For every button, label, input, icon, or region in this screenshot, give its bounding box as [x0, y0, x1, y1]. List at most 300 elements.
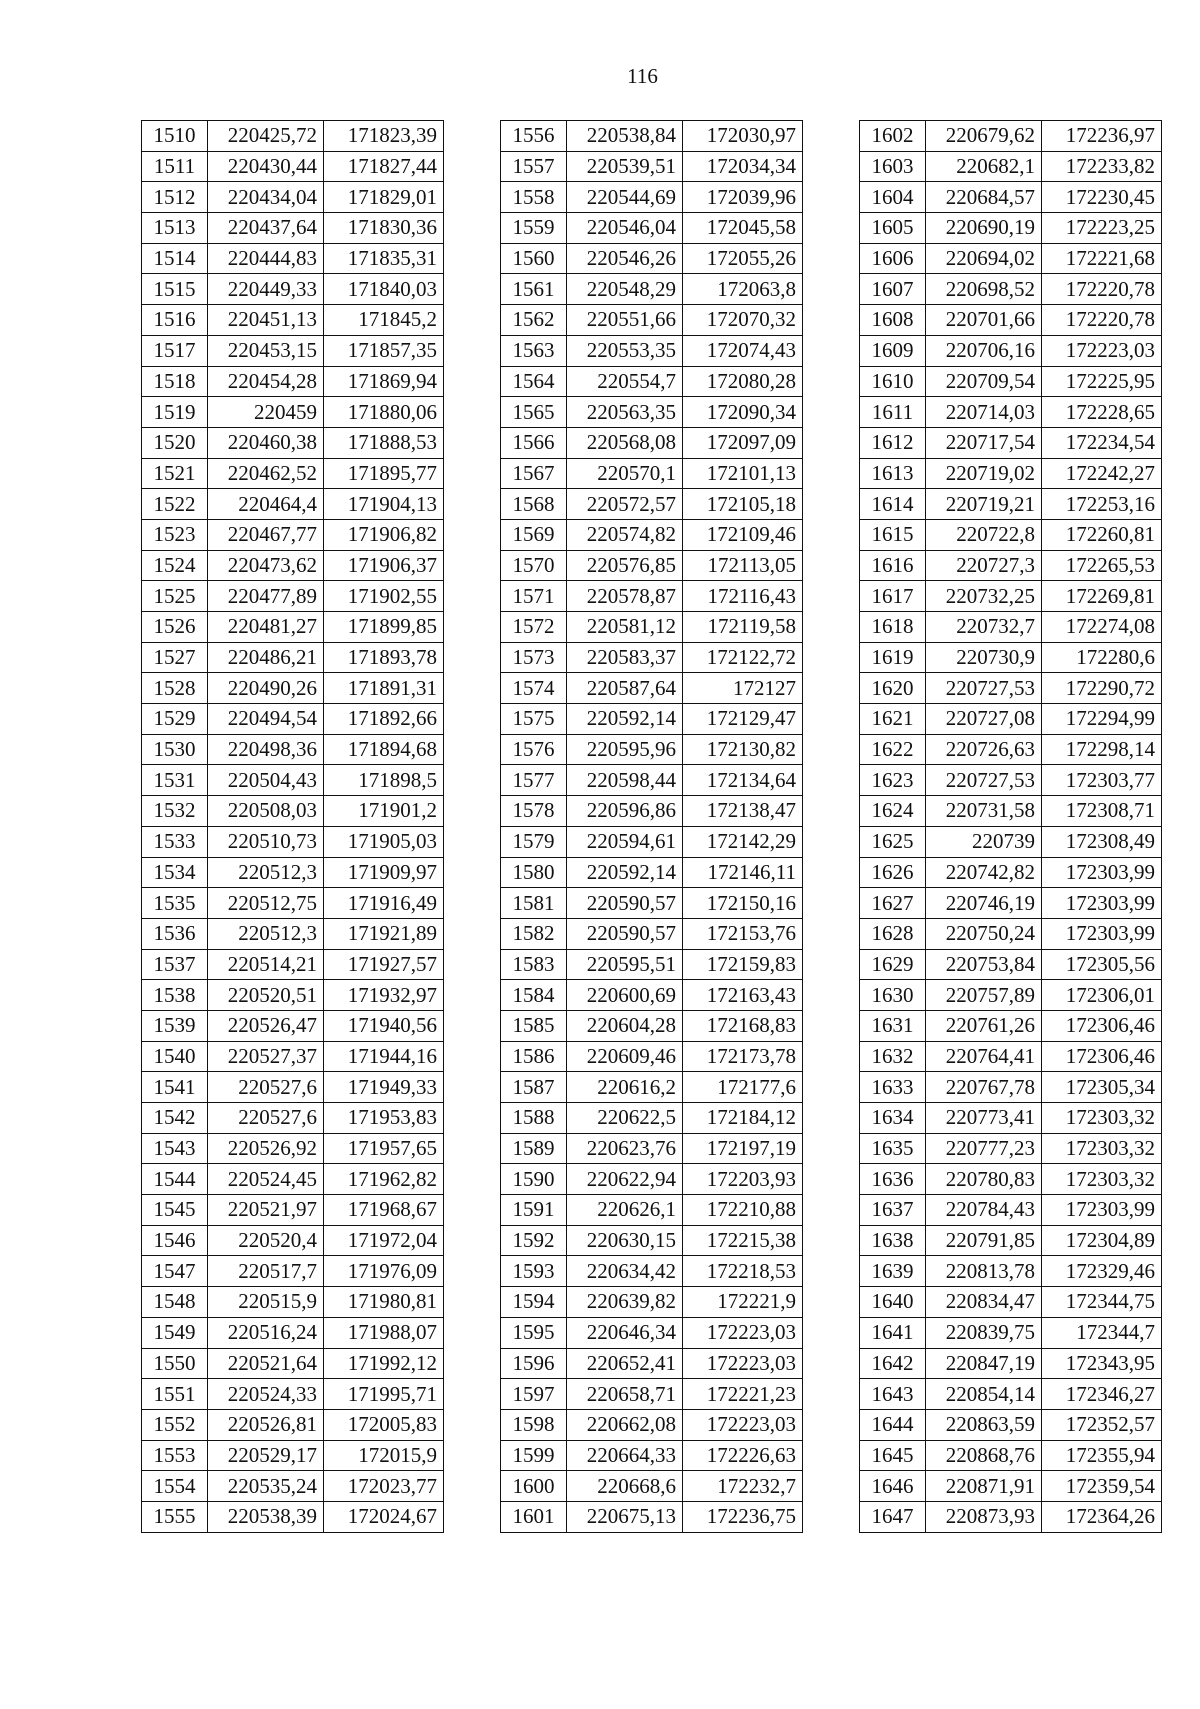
point-number-cell: 1583 [501, 949, 567, 980]
y-coordinate-cell: 171921,89 [324, 918, 444, 949]
point-number-cell: 1532 [142, 796, 208, 827]
y-coordinate-cell: 172306,46 [1042, 1041, 1162, 1072]
table-row [142, 826, 444, 857]
point-number-cell: 1607 [860, 274, 926, 305]
y-coordinate-cell: 171932,97 [324, 980, 444, 1011]
point-number-cell: 1608 [860, 305, 926, 336]
table-row [860, 581, 1162, 612]
y-coordinate-cell: 171980,81 [324, 1287, 444, 1318]
point-number-cell: 1567 [501, 458, 567, 489]
x-coordinate-cell: 220727,53 [926, 765, 1042, 796]
point-number-cell: 1553 [142, 1440, 208, 1471]
y-coordinate-cell: 172223,03 [683, 1409, 803, 1440]
x-coordinate-cell: 220732,25 [926, 581, 1042, 612]
x-coordinate-cell: 220682,1 [926, 151, 1042, 182]
x-coordinate-cell: 220494,54 [208, 704, 324, 735]
x-coordinate-cell: 220521,64 [208, 1348, 324, 1379]
y-coordinate-cell: 172242,27 [1042, 458, 1162, 489]
point-number-cell: 1598 [501, 1409, 567, 1440]
y-coordinate-cell: 171893,78 [324, 642, 444, 673]
point-number-cell: 1576 [501, 734, 567, 765]
point-number-cell: 1636 [860, 1164, 926, 1195]
table-row [501, 1440, 803, 1471]
y-coordinate-cell: 172343,95 [1042, 1348, 1162, 1379]
table-row [142, 1409, 444, 1440]
y-coordinate-cell: 171944,16 [324, 1041, 444, 1072]
y-coordinate-cell: 172005,83 [324, 1409, 444, 1440]
table-row [142, 1317, 444, 1348]
point-number-cell: 1575 [501, 704, 567, 735]
table-row [142, 796, 444, 827]
y-coordinate-cell: 171869,94 [324, 366, 444, 397]
table-row [142, 642, 444, 673]
y-coordinate-cell: 171845,2 [324, 305, 444, 336]
point-number-cell: 1624 [860, 796, 926, 827]
y-coordinate-cell: 171857,35 [324, 335, 444, 366]
y-coordinate-cell: 172074,43 [683, 335, 803, 366]
x-coordinate-cell: 220425,72 [208, 121, 324, 152]
y-coordinate-cell: 172352,57 [1042, 1409, 1162, 1440]
x-coordinate-cell: 220459 [208, 397, 324, 428]
x-coordinate-cell: 220596,86 [567, 796, 683, 827]
x-coordinate-cell: 220574,82 [567, 519, 683, 550]
point-number-cell: 1642 [860, 1348, 926, 1379]
y-coordinate-cell: 172233,82 [1042, 151, 1162, 182]
point-number-cell: 1638 [860, 1225, 926, 1256]
y-coordinate-cell: 172055,26 [683, 243, 803, 274]
table-row [142, 243, 444, 274]
y-coordinate-cell: 171940,56 [324, 1010, 444, 1041]
table-row [860, 1164, 1162, 1195]
x-coordinate-cell: 220434,04 [208, 182, 324, 213]
point-number-cell: 1517 [142, 335, 208, 366]
point-number-cell: 1555 [142, 1501, 208, 1532]
y-coordinate-cell: 172127 [683, 673, 803, 704]
point-number-cell: 1546 [142, 1225, 208, 1256]
table-row [860, 335, 1162, 366]
table-row [142, 918, 444, 949]
table-row [860, 550, 1162, 581]
table-row [860, 1317, 1162, 1348]
y-coordinate-cell: 171894,68 [324, 734, 444, 765]
y-coordinate-cell: 172113,05 [683, 550, 803, 581]
table-row [142, 489, 444, 520]
table-row [501, 274, 803, 305]
y-coordinate-cell: 172308,49 [1042, 826, 1162, 857]
y-coordinate-cell: 172230,45 [1042, 182, 1162, 213]
point-number-cell: 1590 [501, 1164, 567, 1195]
y-coordinate-cell: 172097,09 [683, 427, 803, 458]
point-number-cell: 1518 [142, 366, 208, 397]
point-number-cell: 1571 [501, 581, 567, 612]
point-number-cell: 1537 [142, 949, 208, 980]
table-row [501, 796, 803, 827]
table-row [501, 243, 803, 274]
point-number-cell: 1589 [501, 1133, 567, 1164]
table-row [142, 1164, 444, 1195]
point-number-cell: 1622 [860, 734, 926, 765]
table-row [860, 182, 1162, 213]
table-row [142, 1440, 444, 1471]
x-coordinate-cell: 220508,03 [208, 796, 324, 827]
point-number-cell: 1587 [501, 1072, 567, 1103]
point-number-cell: 1540 [142, 1041, 208, 1072]
x-coordinate-cell: 220622,5 [567, 1103, 683, 1134]
point-number-cell: 1515 [142, 274, 208, 305]
x-coordinate-cell: 220460,38 [208, 427, 324, 458]
table-row [501, 673, 803, 704]
y-coordinate-cell: 172221,9 [683, 1287, 803, 1318]
table-row [501, 734, 803, 765]
point-number-cell: 1556 [501, 121, 567, 152]
x-coordinate-cell: 220662,08 [567, 1409, 683, 1440]
point-number-cell: 1593 [501, 1256, 567, 1287]
x-coordinate-cell: 220504,43 [208, 765, 324, 796]
x-coordinate-cell: 220684,57 [926, 182, 1042, 213]
y-coordinate-cell: 172168,83 [683, 1010, 803, 1041]
y-coordinate-cell: 172253,16 [1042, 489, 1162, 520]
x-coordinate-cell: 220698,52 [926, 274, 1042, 305]
table-row [860, 612, 1162, 643]
table-row [501, 550, 803, 581]
table-row [142, 151, 444, 182]
y-coordinate-cell: 171949,33 [324, 1072, 444, 1103]
y-coordinate-cell: 172024,67 [324, 1501, 444, 1532]
table-row [142, 305, 444, 336]
y-coordinate-cell: 172080,28 [683, 366, 803, 397]
x-coordinate-cell: 220834,47 [926, 1287, 1042, 1318]
table-row [501, 213, 803, 244]
y-coordinate-cell: 172226,63 [683, 1440, 803, 1471]
x-coordinate-cell: 220512,75 [208, 888, 324, 919]
y-coordinate-cell: 172221,68 [1042, 243, 1162, 274]
y-coordinate-cell: 172223,03 [683, 1348, 803, 1379]
x-coordinate-cell: 220464,4 [208, 489, 324, 520]
x-coordinate-cell: 220477,89 [208, 581, 324, 612]
table-row [142, 1501, 444, 1532]
table-row [860, 305, 1162, 336]
coordinate-table-1 [141, 120, 444, 1533]
x-coordinate-cell: 220551,66 [567, 305, 683, 336]
point-number-cell: 1531 [142, 765, 208, 796]
table-row [860, 1010, 1162, 1041]
point-number-cell: 1548 [142, 1287, 208, 1318]
table-row [501, 121, 803, 152]
point-number-cell: 1534 [142, 857, 208, 888]
y-coordinate-cell: 172359,54 [1042, 1471, 1162, 1502]
table-row [501, 1256, 803, 1287]
x-coordinate-cell: 220520,51 [208, 980, 324, 1011]
x-coordinate-cell: 220598,44 [567, 765, 683, 796]
y-coordinate-cell: 172303,77 [1042, 765, 1162, 796]
x-coordinate-cell: 220630,15 [567, 1225, 683, 1256]
y-coordinate-cell: 171880,06 [324, 397, 444, 428]
y-coordinate-cell: 172163,43 [683, 980, 803, 1011]
x-coordinate-cell: 220753,84 [926, 949, 1042, 980]
point-number-cell: 1604 [860, 182, 926, 213]
y-coordinate-cell: 172203,93 [683, 1164, 803, 1195]
table-row [501, 642, 803, 673]
point-number-cell: 1565 [501, 397, 567, 428]
table-row [142, 980, 444, 1011]
table-row [860, 980, 1162, 1011]
x-coordinate-cell: 220473,62 [208, 550, 324, 581]
x-coordinate-cell: 220526,92 [208, 1133, 324, 1164]
x-coordinate-cell: 220462,52 [208, 458, 324, 489]
y-coordinate-cell: 172364,26 [1042, 1501, 1162, 1532]
point-number-cell: 1514 [142, 243, 208, 274]
x-coordinate-cell: 220546,26 [567, 243, 683, 274]
coordinate-table-2 [500, 120, 803, 1533]
table-row [860, 1501, 1162, 1532]
point-number-cell: 1557 [501, 151, 567, 182]
table-row [860, 796, 1162, 827]
table-row [860, 1471, 1162, 1502]
y-coordinate-cell: 171829,01 [324, 182, 444, 213]
table-row [501, 1501, 803, 1532]
x-coordinate-cell: 220634,42 [567, 1256, 683, 1287]
y-coordinate-cell: 171962,82 [324, 1164, 444, 1195]
x-coordinate-cell: 220873,93 [926, 1501, 1042, 1532]
point-number-cell: 1628 [860, 918, 926, 949]
point-number-cell: 1527 [142, 642, 208, 673]
point-number-cell: 1606 [860, 243, 926, 274]
table-row [142, 182, 444, 213]
x-coordinate-cell: 220871,91 [926, 1471, 1042, 1502]
x-coordinate-cell: 220639,82 [567, 1287, 683, 1318]
x-coordinate-cell: 220451,13 [208, 305, 324, 336]
x-coordinate-cell: 220515,9 [208, 1287, 324, 1318]
table-row [501, 397, 803, 428]
point-number-cell: 1601 [501, 1501, 567, 1532]
table-row [860, 213, 1162, 244]
table-row [501, 519, 803, 550]
x-coordinate-cell: 220732,7 [926, 612, 1042, 643]
point-number-cell: 1580 [501, 857, 567, 888]
table-row [142, 550, 444, 581]
x-coordinate-cell: 220524,33 [208, 1379, 324, 1410]
table-row [860, 1195, 1162, 1226]
table-row [860, 888, 1162, 919]
y-coordinate-cell: 171906,82 [324, 519, 444, 550]
point-number-cell: 1529 [142, 704, 208, 735]
x-coordinate-cell: 220578,87 [567, 581, 683, 612]
x-coordinate-cell: 220486,21 [208, 642, 324, 673]
y-coordinate-cell: 171895,77 [324, 458, 444, 489]
y-coordinate-cell: 172090,34 [683, 397, 803, 428]
point-number-cell: 1609 [860, 335, 926, 366]
x-coordinate-cell: 220719,21 [926, 489, 1042, 520]
y-coordinate-cell: 172344,7 [1042, 1317, 1162, 1348]
point-number-cell: 1513 [142, 213, 208, 244]
x-coordinate-cell: 220701,66 [926, 305, 1042, 336]
x-coordinate-cell: 220675,13 [567, 1501, 683, 1532]
point-number-cell: 1558 [501, 182, 567, 213]
point-number-cell: 1542 [142, 1103, 208, 1134]
x-coordinate-cell: 220437,64 [208, 213, 324, 244]
x-coordinate-cell: 220498,36 [208, 734, 324, 765]
table-row [142, 1072, 444, 1103]
y-coordinate-cell: 172101,13 [683, 458, 803, 489]
table-row [142, 366, 444, 397]
x-coordinate-cell: 220773,41 [926, 1103, 1042, 1134]
y-coordinate-cell: 172303,99 [1042, 857, 1162, 888]
y-coordinate-cell: 172260,81 [1042, 519, 1162, 550]
x-coordinate-cell: 220563,35 [567, 397, 683, 428]
point-number-cell: 1623 [860, 765, 926, 796]
y-coordinate-cell: 172236,75 [683, 1501, 803, 1532]
point-number-cell: 1573 [501, 642, 567, 673]
point-number-cell: 1641 [860, 1317, 926, 1348]
y-coordinate-cell: 172274,08 [1042, 612, 1162, 643]
x-coordinate-cell: 220780,83 [926, 1164, 1042, 1195]
x-coordinate-cell: 220757,89 [926, 980, 1042, 1011]
point-number-cell: 1596 [501, 1348, 567, 1379]
point-number-cell: 1538 [142, 980, 208, 1011]
y-coordinate-cell: 171988,07 [324, 1317, 444, 1348]
point-number-cell: 1612 [860, 427, 926, 458]
x-coordinate-cell: 220526,81 [208, 1409, 324, 1440]
x-coordinate-cell: 220847,19 [926, 1348, 1042, 1379]
point-number-cell: 1535 [142, 888, 208, 919]
point-number-cell: 1586 [501, 1041, 567, 1072]
table-row [142, 1379, 444, 1410]
y-coordinate-cell: 171992,12 [324, 1348, 444, 1379]
x-coordinate-cell: 220535,24 [208, 1471, 324, 1502]
point-number-cell: 1525 [142, 581, 208, 612]
y-coordinate-cell: 172130,82 [683, 734, 803, 765]
y-coordinate-cell: 172220,78 [1042, 274, 1162, 305]
y-coordinate-cell: 172173,78 [683, 1041, 803, 1072]
point-number-cell: 1524 [142, 550, 208, 581]
table-row [860, 1133, 1162, 1164]
table-row [501, 1195, 803, 1226]
table-row [501, 1010, 803, 1041]
x-coordinate-cell: 220524,45 [208, 1164, 324, 1195]
x-coordinate-cell: 220516,24 [208, 1317, 324, 1348]
table-row [501, 1164, 803, 1195]
table-row [142, 1010, 444, 1041]
x-coordinate-cell: 220813,78 [926, 1256, 1042, 1287]
x-coordinate-cell: 220444,83 [208, 243, 324, 274]
point-number-cell: 1620 [860, 673, 926, 704]
point-number-cell: 1599 [501, 1440, 567, 1471]
point-number-cell: 1625 [860, 826, 926, 857]
y-coordinate-cell: 172355,94 [1042, 1440, 1162, 1471]
point-number-cell: 1568 [501, 489, 567, 520]
x-coordinate-cell: 220767,78 [926, 1072, 1042, 1103]
table-row [142, 1195, 444, 1226]
table-row [860, 489, 1162, 520]
x-coordinate-cell: 220863,59 [926, 1409, 1042, 1440]
y-coordinate-cell: 172290,72 [1042, 673, 1162, 704]
table-row [860, 458, 1162, 489]
x-coordinate-cell: 220481,27 [208, 612, 324, 643]
table-row [860, 519, 1162, 550]
point-number-cell: 1614 [860, 489, 926, 520]
x-coordinate-cell: 220526,47 [208, 1010, 324, 1041]
y-coordinate-cell: 171905,03 [324, 826, 444, 857]
table-row [142, 949, 444, 980]
x-coordinate-cell: 220727,08 [926, 704, 1042, 735]
x-coordinate-cell: 220694,02 [926, 243, 1042, 274]
y-coordinate-cell: 171995,71 [324, 1379, 444, 1410]
x-coordinate-cell: 220546,04 [567, 213, 683, 244]
page-number: 116 [627, 64, 658, 88]
x-coordinate-cell: 220714,03 [926, 397, 1042, 428]
point-number-cell: 1635 [860, 1133, 926, 1164]
table-row [142, 274, 444, 305]
y-coordinate-cell: 172045,58 [683, 213, 803, 244]
x-coordinate-cell: 220709,54 [926, 366, 1042, 397]
table-row [860, 642, 1162, 673]
table-row [860, 1256, 1162, 1287]
y-coordinate-cell: 171909,97 [324, 857, 444, 888]
x-coordinate-cell: 220742,82 [926, 857, 1042, 888]
point-number-cell: 1560 [501, 243, 567, 274]
x-coordinate-cell: 220604,28 [567, 1010, 683, 1041]
point-number-cell: 1543 [142, 1133, 208, 1164]
x-coordinate-cell: 220517,7 [208, 1256, 324, 1287]
x-coordinate-cell: 220572,57 [567, 489, 683, 520]
x-coordinate-cell: 220595,51 [567, 949, 683, 980]
table-row [501, 1348, 803, 1379]
y-coordinate-cell: 171823,39 [324, 121, 444, 152]
table-row [860, 243, 1162, 274]
x-coordinate-cell: 220727,3 [926, 550, 1042, 581]
point-number-cell: 1544 [142, 1164, 208, 1195]
y-coordinate-cell: 172304,89 [1042, 1225, 1162, 1256]
table-row [860, 765, 1162, 796]
point-number-cell: 1588 [501, 1103, 567, 1134]
x-coordinate-cell: 220668,6 [567, 1471, 683, 1502]
point-number-cell: 1646 [860, 1471, 926, 1502]
y-coordinate-cell: 171827,44 [324, 151, 444, 182]
table-row [142, 1471, 444, 1502]
x-coordinate-cell: 220761,26 [926, 1010, 1042, 1041]
y-coordinate-cell: 171891,31 [324, 673, 444, 704]
y-coordinate-cell: 172153,76 [683, 918, 803, 949]
table-row [501, 581, 803, 612]
y-coordinate-cell: 172329,46 [1042, 1256, 1162, 1287]
table-row [142, 1256, 444, 1287]
y-coordinate-cell: 172063,8 [683, 274, 803, 305]
x-coordinate-cell: 220854,14 [926, 1379, 1042, 1410]
point-number-cell: 1572 [501, 612, 567, 643]
point-number-cell: 1617 [860, 581, 926, 612]
y-coordinate-cell: 172303,32 [1042, 1103, 1162, 1134]
point-number-cell: 1528 [142, 673, 208, 704]
point-number-cell: 1602 [860, 121, 926, 152]
point-number-cell: 1512 [142, 182, 208, 213]
y-coordinate-cell: 172218,53 [683, 1256, 803, 1287]
table-row [860, 1409, 1162, 1440]
table-row [501, 980, 803, 1011]
x-coordinate-cell: 220600,69 [567, 980, 683, 1011]
point-number-cell: 1551 [142, 1379, 208, 1410]
x-coordinate-cell: 220527,6 [208, 1103, 324, 1134]
point-number-cell: 1631 [860, 1010, 926, 1041]
table-row [860, 826, 1162, 857]
point-number-cell: 1541 [142, 1072, 208, 1103]
point-number-cell: 1615 [860, 519, 926, 550]
y-coordinate-cell: 172280,6 [1042, 642, 1162, 673]
point-number-cell: 1610 [860, 366, 926, 397]
point-number-cell: 1603 [860, 151, 926, 182]
point-number-cell: 1613 [860, 458, 926, 489]
table-row [501, 1287, 803, 1318]
point-number-cell: 1570 [501, 550, 567, 581]
